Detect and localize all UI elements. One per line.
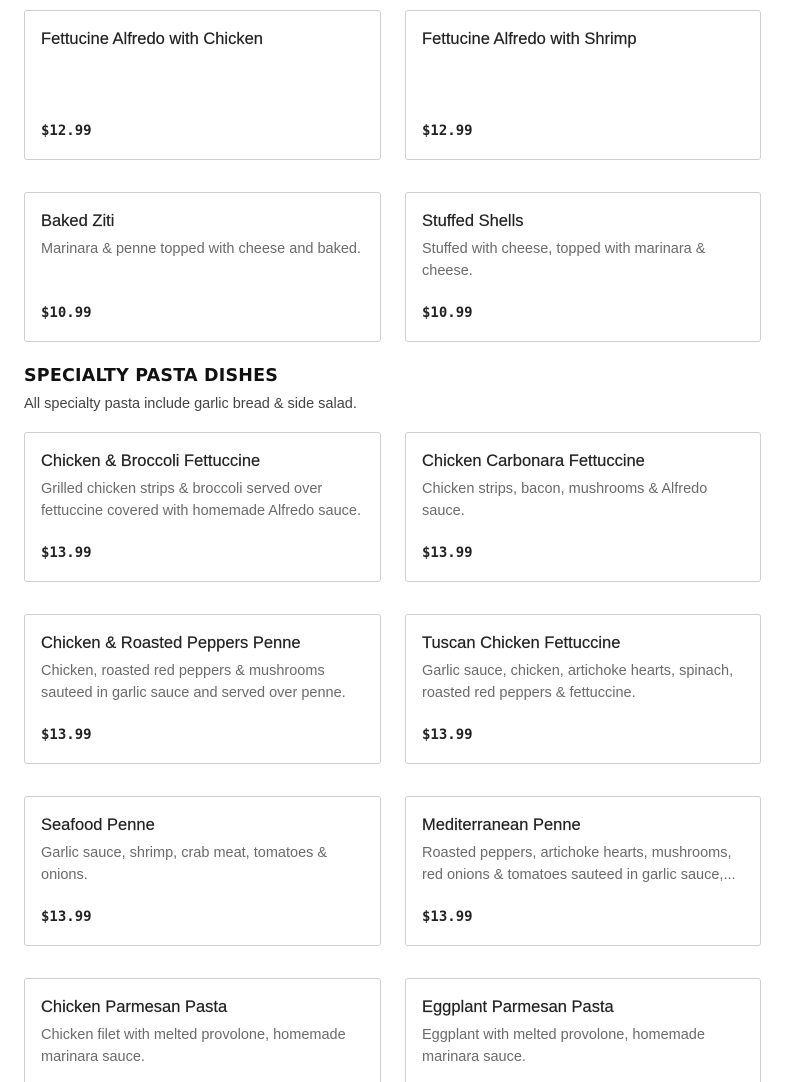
menu-item-price: $12.99 — [41, 123, 92, 139]
menu-item-description: Garlic sauce, shrimp, crab meat, tomatoes & onions. — [41, 845, 328, 883]
menu-item-price: $13.99 — [422, 727, 473, 743]
menu-item-card[interactable] — [24, 432, 381, 582]
menu-item-price: $10.99 — [422, 305, 473, 321]
menu-item-name: Seafood Penne — [41, 816, 155, 834]
menu-item-card[interactable] — [24, 614, 381, 764]
menu-items-grid — [24, 10, 761, 342]
menu-item-name: Stuffed Shells — [422, 212, 524, 230]
menu-item-card[interactable] — [405, 192, 761, 342]
menu-item-name: Tuscan Chicken Fettuccine — [422, 634, 621, 652]
menu-item-card[interactable] — [24, 978, 381, 1082]
menu-item-description: Marinara & penne topped with cheese and baked. — [41, 241, 362, 257]
menu-item-name: Chicken Carbonara Fettuccine — [422, 452, 645, 470]
menu-item-description: Grilled chicken strips & broccoli served over fettuccine covered with homemade Alfredo sauce. — [41, 481, 361, 519]
menu-item-name: Mediterranean Penne — [422, 816, 581, 834]
menu-item-description: Garlic sauce, chicken, artichoke hearts, spinach, roasted red peppers & fettuccine. — [422, 663, 734, 701]
menu-item-card[interactable] — [405, 614, 761, 764]
specialty-items-grid — [24, 432, 761, 1082]
menu-item-name: Baked Ziti — [41, 212, 115, 230]
menu-item-description: Chicken, roasted red peppers & mushrooms sauteed in garlic sauce and served over penne. — [41, 663, 346, 701]
menu-item-description: Chicken filet with melted provolone, homemade marinara sauce. — [41, 1027, 346, 1065]
menu-item-price: $13.99 — [41, 545, 92, 561]
menu-item-card[interactable] — [405, 432, 761, 582]
menu-item-description: Stuffed with cheese, topped with marinara & cheese. — [422, 241, 706, 279]
menu-item-price: $13.99 — [41, 727, 92, 743]
menu-item-card[interactable] — [24, 796, 381, 946]
menu-item-name: Fettucine Alfredo with Shrimp — [422, 30, 637, 48]
menu-item-description: Roasted peppers, artichoke hearts, mushrooms, red onions & tomatoes sauteed in garlic sauce,... — [422, 845, 736, 883]
menu-item-name: Fettucine Alfredo with Chicken — [41, 30, 263, 48]
menu-item-name: Eggplant Parmesan Pasta — [422, 998, 614, 1016]
menu-item-card[interactable] — [405, 10, 761, 160]
menu-item-price: $13.99 — [41, 909, 92, 925]
menu-item-price: $13.99 — [422, 909, 473, 925]
menu-item-description: Chicken strips, bacon, mushrooms & Alfredo sauce. — [422, 481, 708, 519]
section-subtitle: All specialty pasta include garlic bread & side salad. — [24, 396, 357, 412]
menu-item-card[interactable] — [24, 192, 381, 342]
menu-item-price: $10.99 — [41, 305, 92, 321]
menu-item-name: Chicken Parmesan Pasta — [41, 998, 228, 1016]
section-title: SPECIALTY PASTA DISHES — [24, 366, 279, 386]
menu-item-price: $13.99 — [422, 545, 473, 561]
menu-item-name: Chicken & Roasted Peppers Penne — [41, 634, 301, 652]
menu-item-card[interactable] — [405, 796, 761, 946]
menu-item-card[interactable] — [405, 978, 761, 1082]
menu-item-card[interactable] — [24, 10, 381, 160]
menu-item-description: Eggplant with melted provolone, homemade marinara sauce. — [422, 1027, 705, 1065]
menu-item-price: $12.99 — [422, 123, 473, 139]
menu-item-name: Chicken & Broccoli Fettuccine — [41, 452, 261, 470]
